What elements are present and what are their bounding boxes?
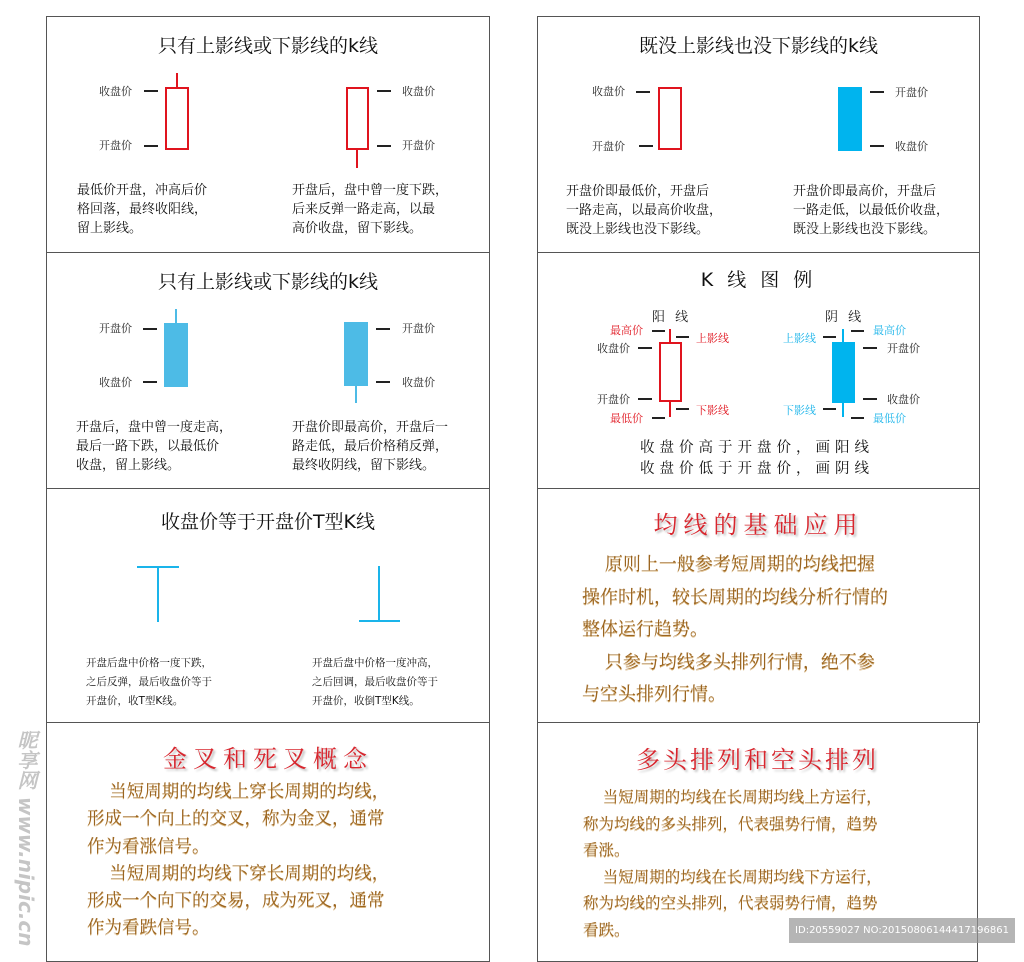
upper-wick	[175, 309, 177, 324]
dash	[851, 330, 864, 332]
dash	[823, 336, 836, 338]
dash	[376, 381, 390, 383]
dash	[377, 90, 391, 92]
yin-line-label: 阴 线	[825, 310, 865, 325]
panel-k-line-legend	[537, 252, 980, 489]
close-price-label: 收盘价	[592, 85, 625, 98]
dash	[823, 408, 836, 410]
close-price-label: 收盘价	[597, 342, 630, 355]
rule-yang: 收盘价高于开盘价，画阳线	[640, 440, 874, 456]
dash	[863, 347, 877, 349]
yang-candle-body	[346, 87, 369, 150]
panel-no-shadow	[537, 16, 980, 253]
dash	[144, 145, 158, 147]
panel-title: 只有上影线或下影线的k线	[157, 271, 378, 293]
open-price-label: 开盘价	[402, 322, 435, 335]
close-price-label: 收盘价	[402, 85, 435, 98]
yin-candle-body	[832, 342, 855, 403]
dash	[144, 90, 158, 92]
yang-candle-body	[165, 87, 189, 150]
dash	[870, 145, 884, 147]
watermark-id: ID:20559027 NO:20150806144417196861	[789, 918, 1015, 943]
t-candle-vertical	[157, 566, 159, 622]
panel-title: 均线的基础应用	[653, 511, 864, 539]
dash	[376, 328, 390, 330]
rule-yin: 收盘价低于开盘价，画阴线	[640, 461, 874, 477]
dash	[676, 336, 689, 338]
description-right: 开盘价即最高价，开盘后一 路走低，最后价格稍反弹， 最终收阴线，留下影线。	[292, 420, 449, 473]
open-price-label: 开盘价	[592, 140, 625, 153]
inverted-t-horizontal	[359, 620, 400, 622]
body-text: 当短周期的均线在长周期均线上方运行， 称为均线的多头排列，代表强势行情，趋势 看涨。 当短周期的均线在长周期均线下方运行， 称为均线的空头排列，代表弱势行情，趋势 看跌。	[583, 788, 882, 939]
dash	[676, 408, 689, 410]
open-price-label: 开盘价	[99, 139, 132, 152]
upper-shadow-label: 上影线	[783, 332, 816, 345]
high-price-label: 最高价	[873, 324, 906, 337]
upper-shadow-label: 上影线	[696, 332, 729, 345]
low-price-label: 最低价	[873, 412, 906, 425]
description-right: 开盘后盘中价格一度冲高， 之后回调，最后收盘价等于 开盘价，收倒T型K线。	[312, 657, 438, 707]
high-price-label: 最高价	[610, 324, 643, 337]
description-left: 最低价开盘，冲高后价 格回落，最终收阳线， 留上影线。	[77, 183, 208, 236]
description-left: 开盘后盘中价格一度下跌， 之后反弹，最后收盘价等于 开盘价，收T型K线。	[86, 657, 212, 707]
panel-t-shape	[46, 488, 490, 724]
dash	[636, 91, 650, 93]
panel-golden-death-cross	[46, 722, 490, 962]
description-left: 开盘后，盘中曾一度走高， 最后一路下跌，以最低价 收盘，留上影线。	[76, 420, 233, 473]
panel-title: 金叉和死叉概念	[163, 745, 373, 773]
inverted-t-vertical	[378, 566, 380, 622]
yin-candle-body	[838, 87, 862, 151]
open-price-label: 开盘价	[887, 342, 920, 355]
lower-shadow-label: 下影线	[696, 404, 729, 417]
yang-line-label: 阳 线	[652, 310, 692, 325]
open-price-label: 开盘价	[895, 86, 928, 99]
dash	[863, 398, 877, 400]
yang-candle-body	[659, 342, 682, 402]
close-price-label: 收盘价	[99, 376, 132, 389]
body-text: 当短周期的均线上穿长周期的均线， 形成一个向上的交叉，称为金叉，通常 作为看涨信号。 当短周期的均线下穿长周期的均线， 形成一个向下的交易，成为死叉，通常 作为看跌信号。	[87, 782, 390, 939]
panel-title: 只有上影线或下影线的k线	[157, 35, 378, 57]
lower-wick	[356, 150, 358, 168]
dash	[143, 328, 157, 330]
panel-title: 多头排列和空头排列	[636, 746, 879, 774]
panel-moving-average	[537, 488, 980, 723]
dash	[652, 417, 665, 419]
dash	[639, 145, 653, 147]
panel-title: K 线 图 例	[700, 269, 817, 291]
dash	[143, 381, 157, 383]
dash	[652, 330, 665, 332]
description-right: 开盘价即最高价，开盘后 一路走低，以最低价收盘， 既没上影线也没下影线。	[793, 184, 950, 237]
yin-candle-body	[344, 322, 368, 386]
description-left: 开盘价即最低价，开盘后 一路走高，以最高价收盘， 既没上影线也没下影线。	[566, 184, 723, 237]
dash	[870, 91, 884, 93]
low-price-label: 最低价	[610, 412, 643, 425]
close-price-label: 收盘价	[895, 140, 928, 153]
body-text: 原则上一般参考短周期的均线把握 操作时机，较长周期的均线分析行情的 整体运行趋势。 只参与均线多头排列行情，绝不参 与空头排列行情。	[582, 554, 888, 705]
dash	[638, 347, 652, 349]
panel-title: 收盘价等于开盘价T型K线	[160, 511, 376, 533]
close-price-label: 收盘价	[99, 85, 132, 98]
close-price-label: 收盘价	[402, 376, 435, 389]
panel-title: 既没上影线也没下影线的k线	[638, 35, 878, 57]
watermark-logo: 昵享网 www.nipic.cn	[14, 730, 38, 947]
yang-candle-body	[658, 87, 682, 150]
dash	[638, 398, 652, 400]
description-right: 开盘后，盘中曾一度下跌， 后来反弹一路走高，以最 高价收盘，留下影线。	[292, 183, 449, 236]
close-price-label: 收盘价	[887, 393, 920, 406]
lower-wick	[355, 386, 357, 403]
dash	[851, 417, 864, 419]
panel-shadow-line-blue	[46, 252, 490, 489]
lower-shadow-label: 下影线	[783, 404, 816, 417]
open-price-label: 开盘价	[402, 139, 435, 152]
open-price-label: 开盘价	[99, 322, 132, 335]
panel-shadow-line-red	[46, 16, 490, 253]
yin-candle-body	[164, 323, 188, 387]
dash	[377, 145, 391, 147]
open-price-label: 开盘价	[597, 393, 630, 406]
